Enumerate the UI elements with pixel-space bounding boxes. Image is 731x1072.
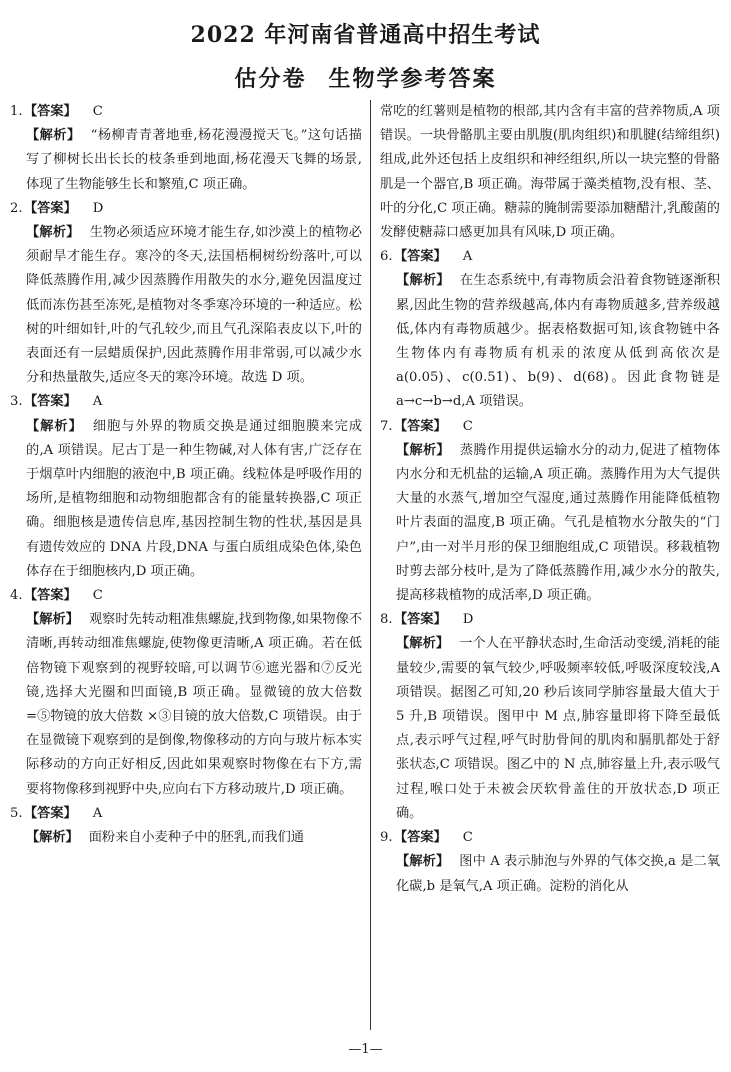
answer-value: A (92, 805, 103, 821)
explanation-text: 观察时先转动粗准焦螺旋,找到物像,如果物像不清晰,再转动细准焦螺旋,使物像更清晰,A 项正确。若在低倍物镜下观察到的视野较暗,可以调节⑥遮光器和⑦反光镜,选择大光圈和凹面镜,B 项正确。显微镜的放大倍数 =⑤物镜的放大倍数 ×③目镜的放大倍数,C 项错误。由于在显微镜下观察到的是倒像,物像移动的方向与玻片标本实际移动的方向正好相反,因此如果观察时物像在右下方,需要将物像移到视野中央,应向右下方移动玻片,D 项正确。 (26, 612, 362, 797)
explanation-tag: 【解析】 (396, 636, 450, 652)
answer-tag: 【答案】 (394, 249, 447, 265)
question-9 (380, 826, 720, 899)
explanation-text: 图中 A 表示肺泡与外界的气体交换,a 是二氧化碳,b 是氧气,A 项正确。淀粉的消化从 (396, 854, 720, 894)
question-1 (10, 100, 362, 197)
answer-value: C (92, 104, 103, 119)
page-subtitle (0, 62, 731, 93)
explanation-tag: 【解析】 (396, 442, 450, 458)
question-number: 6. (380, 249, 393, 265)
answer-value: D (462, 612, 474, 628)
answer-value: A (462, 249, 473, 265)
question-6 (380, 245, 720, 414)
subtitle-paper-name: 估分卷 (234, 67, 307, 92)
explanation-text: “杨柳青青著地垂,杨花漫漫搅天飞。”这句话描写了柳树长出长长的枝条垂到地面,杨花漫天飞舞的场景,体现了生物能够生长和繁殖,C 项正确。 (26, 128, 362, 192)
question-number: 9. (380, 830, 393, 846)
question-number: 1. (10, 104, 23, 119)
left-column (10, 100, 362, 1035)
question-5 (10, 802, 362, 850)
question-5-continuation: 常吃的红薯则是植物的根部,其内含有丰富的营养物质,A 项错误。一块骨骼肌主要由肌腹(肌肉组织)和肌腱(结缔组织)组成,此外还包括上皮组织和神经组织,所以一块完整的骨骼肌是一个器官,B 项正确。海带属于藻类植物,没有根、茎、叶的分化,C 项正确。糖蒜的腌制需要添加糖醋汁,乳酸菌的发酵使糖蒜口感更加具有风味,D 项正确。 (380, 104, 720, 241)
answer-tag: 【答案】 (24, 104, 77, 119)
explanation-tag: 【解析】 (26, 612, 79, 628)
answer-tag: 【答案】 (24, 394, 77, 410)
right-column (380, 100, 720, 1035)
explanation-tag: 【解析】 (396, 273, 450, 289)
answer-value: C (462, 830, 473, 846)
answer-value: C (462, 418, 473, 434)
question-number: 5. (10, 805, 23, 821)
answer-tag: 【答案】 (394, 612, 447, 628)
question-number: 8. (380, 612, 393, 628)
answer-tag: 【答案】 (24, 805, 77, 821)
question-7 (380, 415, 720, 609)
subtitle-subject: 生物学参考答案 (328, 67, 497, 92)
question-4 (10, 584, 362, 802)
explanation-tag: 【解析】 (396, 854, 450, 870)
explanation-text: 面粉来自小麦种子中的胚乳,而我们通 (88, 830, 304, 846)
question-8 (380, 608, 720, 826)
explanation-text: 在生态系统中,有毒物质会沿着食物链逐渐积累,因此生物的营养级越高,体内有毒物质越多,营养级越低,体内有毒物质越少。据表格数据可知,该食物链中各生物体内有毒物质有机汞的浓度从低到高依次是 a(0.05)、c(0.51)、b(9)、d(68)。因此食物链是 a→c→b→d,A 项错误。 (396, 273, 720, 410)
page-title: 2022 年河南省普通高中招生考试 (190, 22, 541, 48)
explanation-tag: 【解析】 (26, 128, 81, 144)
explanation-tag: 【解析】 (26, 225, 80, 241)
answer-tag: 【答案】 (394, 418, 447, 434)
explanation-tag: 【解析】 (26, 830, 79, 846)
answer-value: C (92, 588, 103, 604)
explanation-text: 生物必须适应环境才能生存,如沙漠上的植物必须耐旱才能生存。寒冷的冬天,法国梧桐树纷纷落叶,可以降低蒸腾作用,减少因蒸腾作用散失的水分,避免因温度过低而冻伤甚至冻死,是植物对冬季寒冷环境的一种适应。松树的叶细如针,叶的气孔较少,而且气孔深陷表皮以下,叶的表面还有一层蜡质保护,因此蒸腾作用非常弱,可以减少水分和热量散失,适应冬天的寒冷环境。故选 D 项。 (26, 225, 362, 386)
question-number: 7. (380, 418, 393, 434)
answer-tag: 【答案】 (24, 588, 77, 604)
column-divider (370, 100, 371, 1030)
question-number: 2. (10, 200, 23, 216)
answer-value: D (92, 200, 104, 216)
explanation-text: 蒸腾作用提供运输水分的动力,促进了植物体内水分和无机盐的运输,A 项正确。蒸腾作用为大气提供大量的水蒸气,增加空气湿度,通过蒸腾作用能降低植物叶片表面的温度,B 项正确。气孔是植物水分散失的“门户”,由一对半月形的保卫细胞组成,C 项错误。移栽植物时剪去部分枝叶,是为了降低蒸腾作用,减少水分的散失,提高移栽植物的成活率,D 项正确。 (396, 442, 720, 604)
question-number: 4. (10, 588, 23, 604)
page-number: —1— (348, 1042, 383, 1057)
explanation-tag: 【解析】 (26, 418, 83, 434)
answer-tag: 【答案】 (394, 830, 447, 846)
question-2 (10, 197, 362, 391)
question-3 (10, 390, 362, 584)
answer-tag: 【答案】 (24, 200, 77, 216)
explanation-text: 一个人在平静状态时,生命活动变缓,消耗的能量较少,需要的氧气较少,呼吸频率较低,呼吸深度较浅,A 项错误。据图乙可知,20 秒后该同学肺容量最大值大于 5 升,B 项错误。图甲中 M 点,肺容量即将下降至最低点,表示呼气过程,呼气时肋骨间的肌肉和膈肌都处于舒张状态,C 项错误。图乙中的 N 点,肺容量上升,表示吸气过程,喉口处于未被会厌软骨盖住的开放状态,D 项正确。 (396, 636, 720, 821)
question-number: 3. (10, 394, 23, 410)
answer-value: A (92, 394, 103, 410)
explanation-text: 细胞与外界的物质交换是通过细胞膜来完成的,A 项错误。尼古丁是一种生物碱,对人体有害,广泛存在于烟草叶内细胞的液泡中,B 项正确。线粒体是呼吸作用的场所,是植物细胞和动物细胞都含有的能量转换器,C 项正确。细胞核是遗传信息库,基因控制生物的性状,基因是具有遗传效应的 DNA 片段,DNA 与蛋白质组成染色体,染色体存在于细胞核内,D 项正确。 (26, 418, 362, 579)
